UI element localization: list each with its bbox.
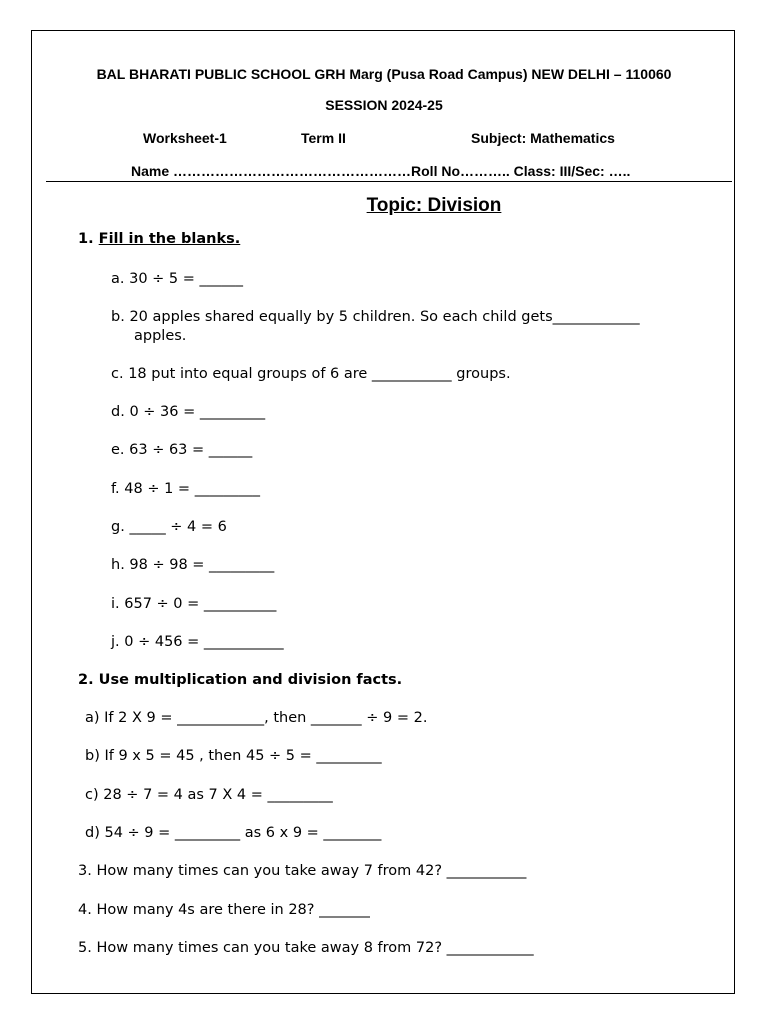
question-text: How many times can you take away 7 from 42? ___________ — [96, 863, 527, 879]
item-label: h. — [111, 557, 125, 573]
header-divider — [46, 181, 732, 182]
subject-label: Subject: Mathematics — [471, 130, 615, 146]
item-text: 0 ÷ 456 = ___________ — [124, 634, 284, 650]
item-label: i. — [111, 596, 120, 612]
question-5 — [78, 940, 534, 956]
question-4 — [78, 902, 370, 918]
item-label: f. — [111, 481, 120, 497]
item-label: e. — [111, 442, 125, 458]
question-number: 3. — [78, 863, 92, 879]
item-label: a) — [85, 710, 100, 726]
question-3 — [78, 863, 526, 879]
item-label: c) — [85, 787, 99, 803]
section-2-heading — [78, 672, 402, 688]
fact-item-a — [85, 710, 427, 726]
item-label: d. — [111, 404, 125, 420]
fill-item-i — [111, 596, 276, 612]
fill-item-d — [111, 404, 265, 420]
fill-item-a — [111, 271, 243, 287]
item-label: c. — [111, 366, 124, 382]
item-text: 18 put into equal groups of 6 are ___________ groups. — [128, 366, 511, 382]
item-label: b. — [111, 309, 125, 325]
item-text: 48 ÷ 1 = _________ — [124, 481, 260, 497]
section-1-title: Fill in the blanks. — [98, 231, 241, 247]
item-label: b) — [85, 748, 100, 764]
section-2-title: Use multiplication and division facts. — [98, 672, 403, 688]
fill-item-g — [111, 519, 227, 535]
item-label: j. — [111, 634, 120, 650]
item-text: 0 ÷ 36 = _________ — [129, 404, 266, 420]
fact-item-c — [85, 787, 333, 803]
fact-item-d — [85, 825, 381, 841]
item-text: 54 ÷ 9 = _________ as 6 x 9 = ________ — [104, 825, 382, 841]
section-1-heading — [78, 231, 240, 247]
fill-item-c — [111, 366, 511, 382]
school-name: BAL BHARATI PUBLIC SCHOOL GRH Marg (Pusa Road Campus) NEW DELHI – 110060 — [96, 66, 672, 82]
fact-item-b — [85, 748, 382, 764]
item-text: If 9 x 5 = 45 , then 45 ÷ 5 = _________ — [104, 748, 382, 764]
item-label: d) — [85, 825, 100, 841]
item-text: _____ ÷ 4 = 6 — [129, 519, 227, 535]
item-text: 657 ÷ 0 = __________ — [124, 596, 277, 612]
item-text: If 2 X 9 = ____________, then _______ ÷ 9 = 2. — [104, 710, 428, 726]
fill-item-e — [111, 442, 252, 458]
section-1-number: 1. — [78, 231, 94, 247]
question-number: 4. — [78, 902, 92, 918]
item-text: 28 ÷ 7 = 4 as 7 X 4 = _________ — [103, 787, 333, 803]
fill-item-f — [111, 481, 260, 497]
fill-item-h — [111, 557, 274, 573]
fill-item-b-continued: apples. — [134, 328, 187, 344]
item-label: g. — [111, 519, 125, 535]
term-label: Term II — [301, 130, 346, 146]
item-text: 98 ÷ 98 = _________ — [129, 557, 275, 573]
session: SESSION 2024-25 — [325, 97, 443, 113]
question-text: How many times can you take away 8 from 72? ____________ — [96, 940, 534, 956]
item-text: 30 ÷ 5 = ______ — [129, 271, 244, 287]
item-label: a. — [111, 271, 125, 287]
item-text: 20 apples shared equally by 5 children. So each child gets____________ — [129, 309, 640, 325]
name-roll-class-line: Name ……………………………………………Roll No……….. Class: III/Sec: ….. — [131, 163, 631, 179]
question-text: How many 4s are there in 28? _______ — [96, 902, 370, 918]
topic-title: Topic: Division — [366, 195, 502, 216]
section-2-number: 2. — [78, 672, 94, 688]
fill-item-j — [111, 634, 284, 650]
fill-item-b — [111, 309, 640, 325]
worksheet-label: Worksheet-1 — [143, 130, 227, 146]
question-number: 5. — [78, 940, 92, 956]
item-text: 63 ÷ 63 = ______ — [129, 442, 253, 458]
